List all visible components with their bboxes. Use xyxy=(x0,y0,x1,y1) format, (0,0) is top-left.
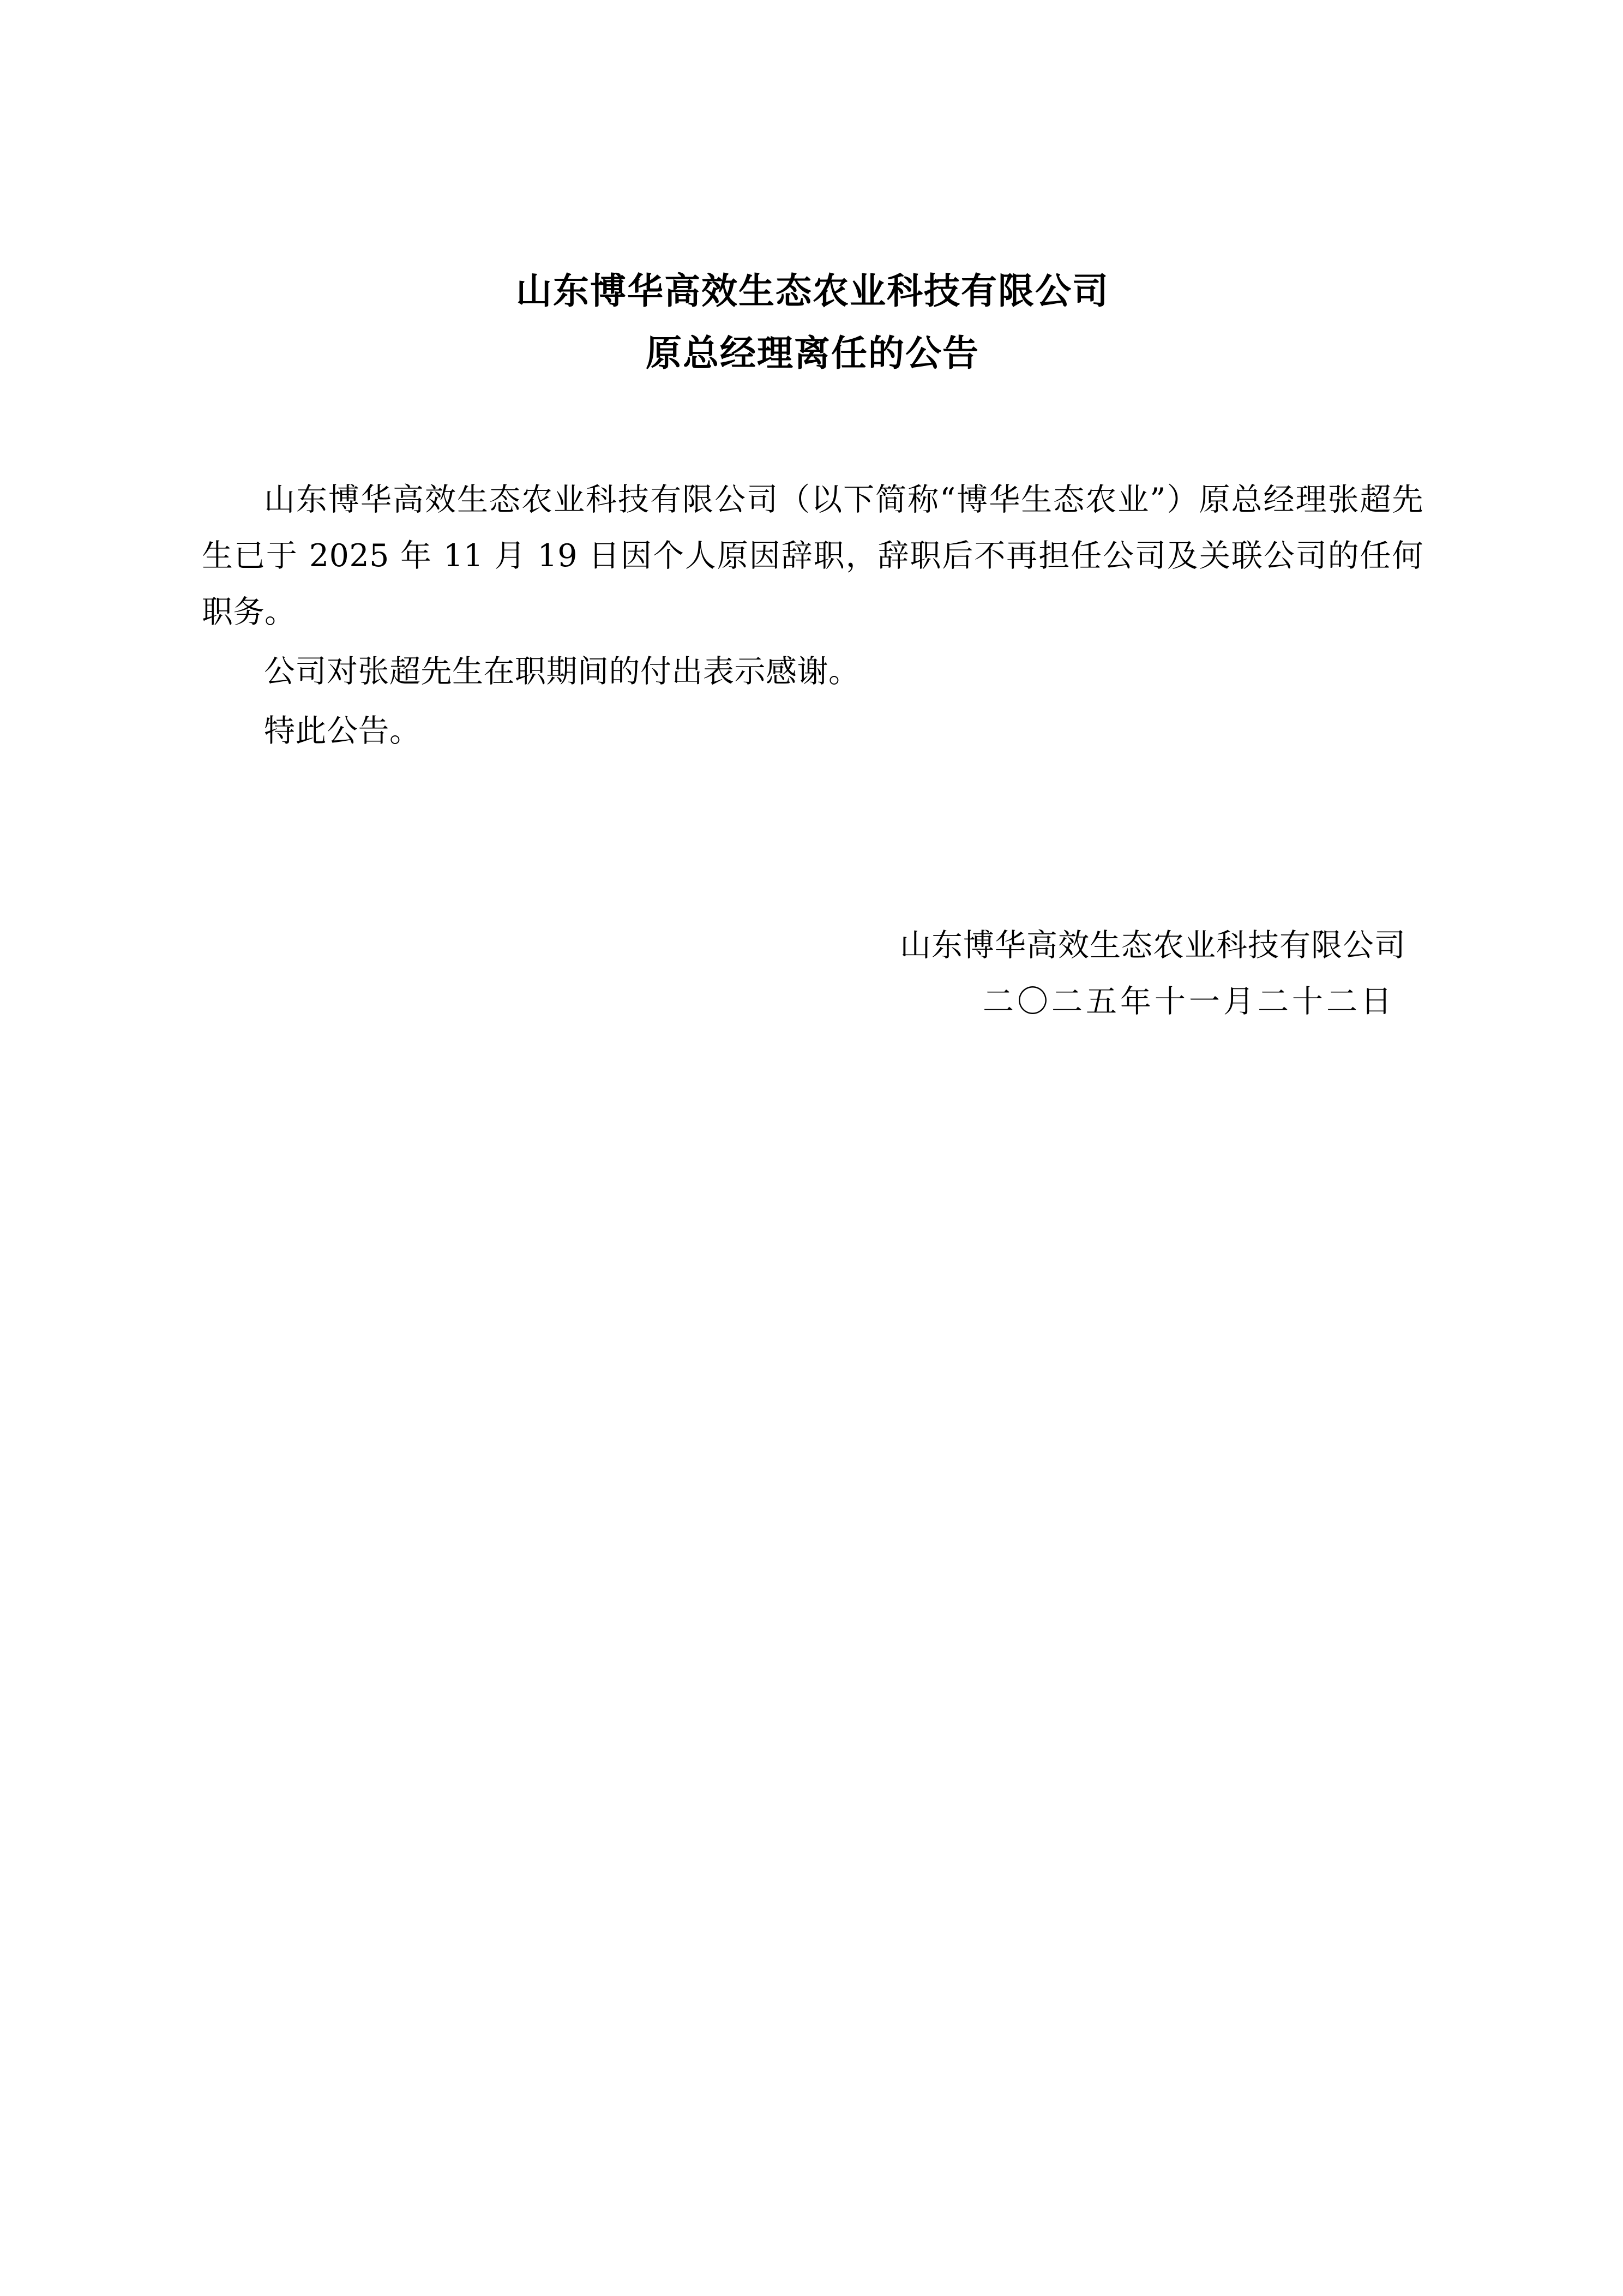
body-paragraph-2: 公司对张超先生在职期间的付出表示感谢。 xyxy=(264,654,860,690)
signature-company: 山东博华高效生态农业科技有限公司 xyxy=(900,927,1406,963)
signature-date: 二〇二五年十一月二十二日 xyxy=(983,984,1395,1020)
title-line-1: 山东博华高效生态农业科技有限公司 xyxy=(516,269,1109,312)
title-line-2: 原总经理离任的公告 xyxy=(646,332,979,374)
document-body xyxy=(202,472,1423,759)
body-paragraph-1: 山东博华高效生态农业科技有限公司（以下简称“博华生态农业”）原总经理张超先生已于 2025 年 11 月 19 日因个人原因辞职，辞职后不再担任公司及关联公司的任何职务。 xyxy=(202,482,1423,630)
page-title xyxy=(202,269,1423,374)
signature-block xyxy=(202,918,1423,1030)
document-content xyxy=(202,269,1423,1030)
body-paragraph-3: 特此公告。 xyxy=(264,713,421,749)
